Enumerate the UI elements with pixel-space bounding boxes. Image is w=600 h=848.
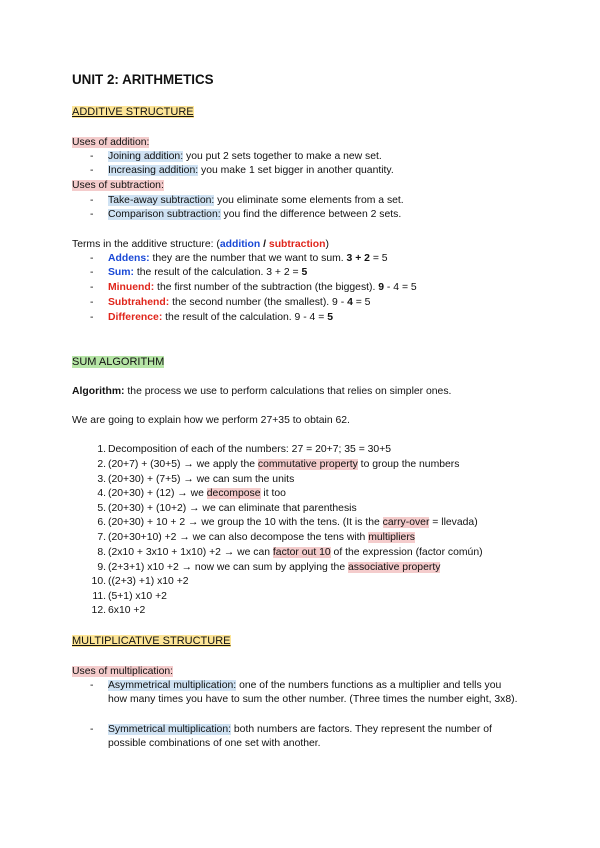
- step-number: 7.: [97, 532, 106, 543]
- step-text: (5+1) x10 +2: [108, 591, 167, 602]
- step-text: (20+30) + 10 + 2 → we group the 10 with the tens. (It is the carry-over = llevada): [108, 517, 478, 528]
- step-text: 6x10 +2: [108, 605, 146, 616]
- uses-multiplication-label: Uses of multiplication:: [72, 666, 174, 677]
- algorithm-intro: We are going to explain how we perform 27+35 to obtain 62.: [72, 415, 350, 426]
- step-text: Decomposition of each of the numbers: 27 = 20+7; 35 = 30+5: [108, 444, 392, 455]
- step-text: ((2+3) +1) x10 +2: [108, 576, 189, 587]
- highlighted-term: associative property: [348, 562, 441, 573]
- uses-subtraction-label: Uses of subtraction:: [72, 180, 164, 191]
- uses-addition-label: Uses of addition:: [72, 137, 150, 148]
- highlighted-term: decompose: [206, 488, 261, 499]
- dash-bullet: -: [90, 724, 94, 735]
- section-heading-sum-algorithm: SUM ALGORITHM: [72, 356, 165, 368]
- algorithm-definition: Algorithm: the process we use to perform calculations that relies on simpler ones.: [72, 386, 452, 397]
- step-number: 12.: [91, 605, 106, 616]
- step-number: 5.: [97, 503, 106, 514]
- dash-bullet: -: [90, 253, 94, 264]
- dash-bullet: -: [90, 151, 94, 162]
- step-number: 1.: [97, 444, 106, 455]
- step-number: 11.: [92, 591, 106, 602]
- step-number: 4.: [97, 488, 106, 499]
- highlighted-term: carry-over: [382, 517, 430, 528]
- step-text: (20+30) + (7+5) → we can sum the units: [108, 474, 295, 485]
- step-number: 10.: [91, 576, 106, 587]
- dash-bullet: -: [90, 209, 94, 220]
- section-heading-multiplicative: MULTIPLICATIVE STRUCTURE: [72, 635, 231, 647]
- step-text: (20+7) + (30+5) → we apply the commutative property to group the numbers: [108, 459, 460, 470]
- step-number: 6.: [97, 517, 106, 528]
- step-number: 9.: [97, 562, 106, 573]
- dash-bullet: -: [90, 165, 94, 176]
- dash-bullet: -: [90, 282, 94, 293]
- highlighted-term: commutative property: [257, 459, 358, 470]
- highlighted-term: multipliers: [368, 532, 415, 543]
- page-title: UNIT 2: ARITHMETICS: [72, 72, 214, 87]
- step-text: (20+30+10) +2 → we can also decompose the tens with multipliers: [108, 532, 415, 543]
- step-text: (2+3+1) x10 +2 → now we can sum by applying the associative property: [108, 562, 441, 573]
- step-number: 8.: [97, 547, 106, 558]
- dash-bullet: -: [90, 297, 94, 308]
- dash-bullet: -: [90, 680, 94, 691]
- step-number: 2.: [97, 459, 106, 470]
- step-number: 3.: [97, 474, 106, 485]
- dash-bullet: -: [90, 267, 94, 278]
- dash-bullet: -: [90, 312, 94, 323]
- highlighted-term: factor out 10: [272, 547, 331, 558]
- terms-intro: Terms in the additive structure: (addition / subtraction): [72, 239, 329, 250]
- section-heading-additive: ADDITIVE STRUCTURE: [72, 106, 194, 118]
- step-text: (20+30) + (12) → we decompose it too: [108, 488, 286, 499]
- dash-bullet: -: [90, 195, 94, 206]
- step-text: (20+30) + (10+2) → we can eliminate that parenthesis: [108, 503, 357, 514]
- step-text: (2x10 + 3x10 + 1x10) +2 → we can factor out 10 of the expression (factor común): [108, 547, 483, 558]
